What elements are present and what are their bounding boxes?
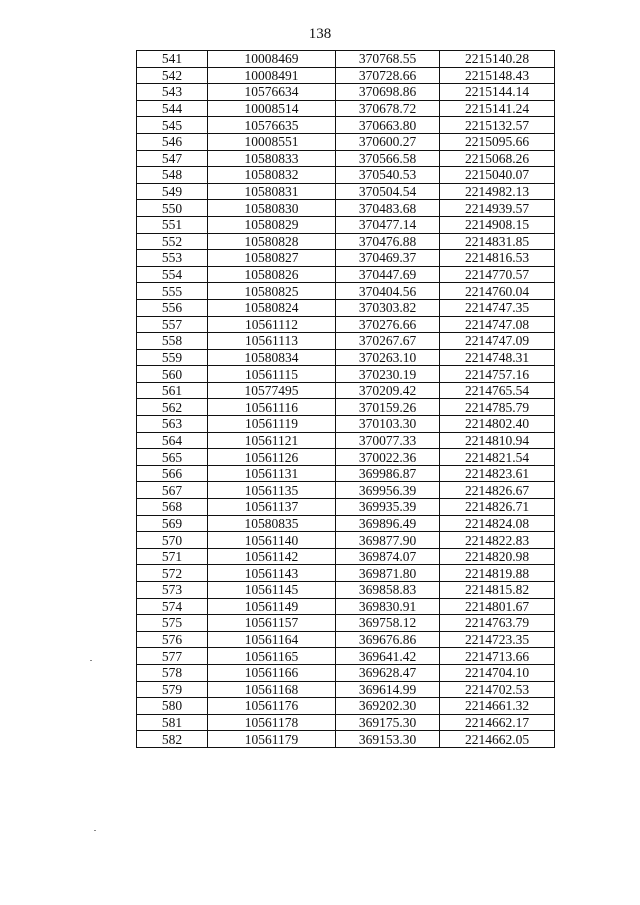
x-coordinate-cell: 370477.14 — [336, 216, 440, 233]
table-row — [137, 366, 555, 383]
point-id-cell: 10561126 — [208, 449, 336, 466]
point-number-cell: 572 — [137, 565, 208, 582]
x-coordinate-cell: 370303.82 — [336, 299, 440, 316]
point-id-cell: 10561179 — [208, 731, 336, 748]
point-number-cell: 547 — [137, 150, 208, 167]
table-row — [137, 283, 555, 300]
x-coordinate-cell: 370276.66 — [336, 316, 440, 333]
point-number-cell: 554 — [137, 266, 208, 283]
y-coordinate-cell: 2214819.88 — [440, 565, 555, 582]
x-coordinate-cell: 370678.72 — [336, 100, 440, 117]
point-number-cell: 552 — [137, 233, 208, 250]
table-row — [137, 100, 555, 117]
table-row — [137, 200, 555, 217]
point-id-cell: 10008491 — [208, 67, 336, 84]
point-number-cell: 569 — [137, 515, 208, 532]
table-row — [137, 565, 555, 582]
point-number-cell: 567 — [137, 482, 208, 499]
y-coordinate-cell: 2214662.05 — [440, 731, 555, 748]
table-row — [137, 316, 555, 333]
table-row — [137, 499, 555, 516]
y-coordinate-cell: 2215148.43 — [440, 67, 555, 84]
y-coordinate-cell: 2214747.09 — [440, 333, 555, 350]
point-number-cell: 573 — [137, 582, 208, 599]
table-row — [137, 84, 555, 101]
point-number-cell: 561 — [137, 382, 208, 399]
point-id-cell: 10580831 — [208, 183, 336, 200]
y-coordinate-cell: 2214763.79 — [440, 615, 555, 632]
table-row — [137, 598, 555, 615]
x-coordinate-cell: 369986.87 — [336, 465, 440, 482]
point-number-cell: 555 — [137, 283, 208, 300]
point-number-cell: 571 — [137, 548, 208, 565]
table-row — [137, 432, 555, 449]
x-coordinate-cell: 370663.80 — [336, 117, 440, 134]
x-coordinate-cell: 369896.49 — [336, 515, 440, 532]
table-row — [137, 349, 555, 366]
x-coordinate-cell: 369641.42 — [336, 648, 440, 665]
table-row — [137, 532, 555, 549]
x-coordinate-cell: 369614.99 — [336, 681, 440, 698]
point-number-cell: 577 — [137, 648, 208, 665]
y-coordinate-cell: 2214810.94 — [440, 432, 555, 449]
y-coordinate-cell: 2214801.67 — [440, 598, 555, 615]
x-coordinate-cell: 370566.58 — [336, 150, 440, 167]
x-coordinate-cell: 370600.27 — [336, 133, 440, 150]
x-coordinate-cell: 370483.68 — [336, 200, 440, 217]
x-coordinate-cell: 369935.39 — [336, 499, 440, 516]
point-number-cell: 575 — [137, 615, 208, 632]
table-row — [137, 548, 555, 565]
point-number-cell: 576 — [137, 631, 208, 648]
point-number-cell: 579 — [137, 681, 208, 698]
point-number-cell: 559 — [137, 349, 208, 366]
point-number-cell: 545 — [137, 117, 208, 134]
table-row — [137, 333, 555, 350]
table-row — [137, 582, 555, 599]
point-id-cell: 10561143 — [208, 565, 336, 582]
y-coordinate-cell: 2214823.61 — [440, 465, 555, 482]
y-coordinate-cell: 2214662.17 — [440, 714, 555, 731]
table-row — [137, 299, 555, 316]
x-coordinate-cell: 369871.80 — [336, 565, 440, 582]
point-id-cell: 10561121 — [208, 432, 336, 449]
point-number-cell: 550 — [137, 200, 208, 217]
point-id-cell: 10580835 — [208, 515, 336, 532]
point-number-cell: 582 — [137, 731, 208, 748]
point-id-cell: 10561142 — [208, 548, 336, 565]
y-coordinate-cell: 2214815.82 — [440, 582, 555, 599]
y-coordinate-cell: 2214826.67 — [440, 482, 555, 499]
x-coordinate-cell: 369153.30 — [336, 731, 440, 748]
y-coordinate-cell: 2214816.53 — [440, 250, 555, 267]
table-row — [137, 449, 555, 466]
point-number-cell: 558 — [137, 333, 208, 350]
x-coordinate-cell: 369874.07 — [336, 548, 440, 565]
point-number-cell: 581 — [137, 714, 208, 731]
x-coordinate-cell: 370698.86 — [336, 84, 440, 101]
table-row — [137, 167, 555, 184]
x-coordinate-cell: 370230.19 — [336, 366, 440, 383]
point-id-cell: 10561157 — [208, 615, 336, 632]
table-row — [137, 133, 555, 150]
point-id-cell: 10008551 — [208, 133, 336, 150]
y-coordinate-cell: 2214765.54 — [440, 382, 555, 399]
point-id-cell: 10561116 — [208, 399, 336, 416]
x-coordinate-cell: 369758.12 — [336, 615, 440, 632]
point-id-cell: 10561178 — [208, 714, 336, 731]
y-coordinate-cell: 2214661.32 — [440, 698, 555, 715]
point-number-cell: 553 — [137, 250, 208, 267]
point-id-cell: 10576635 — [208, 117, 336, 134]
point-number-cell: 564 — [137, 432, 208, 449]
x-coordinate-cell: 370768.55 — [336, 51, 440, 68]
point-number-cell: 556 — [137, 299, 208, 316]
table-row — [137, 698, 555, 715]
x-coordinate-cell: 370159.26 — [336, 399, 440, 416]
point-number-cell: 543 — [137, 84, 208, 101]
point-id-cell: 10580825 — [208, 283, 336, 300]
table-row — [137, 515, 555, 532]
table-row — [137, 648, 555, 665]
point-number-cell: 551 — [137, 216, 208, 233]
x-coordinate-cell: 369956.39 — [336, 482, 440, 499]
table-row — [137, 416, 555, 433]
margin-mark — [90, 660, 92, 661]
x-coordinate-cell: 370728.66 — [336, 67, 440, 84]
table-row — [137, 615, 555, 632]
point-id-cell: 10561165 — [208, 648, 336, 665]
point-id-cell: 10580824 — [208, 299, 336, 316]
table-row — [137, 631, 555, 648]
coordinates-table — [136, 50, 555, 748]
y-coordinate-cell: 2215132.57 — [440, 117, 555, 134]
y-coordinate-cell: 2214723.35 — [440, 631, 555, 648]
point-id-cell: 10008514 — [208, 100, 336, 117]
point-number-cell: 565 — [137, 449, 208, 466]
y-coordinate-cell: 2214824.08 — [440, 515, 555, 532]
table-row — [137, 714, 555, 731]
point-number-cell: 542 — [137, 67, 208, 84]
y-coordinate-cell: 2214982.13 — [440, 183, 555, 200]
x-coordinate-cell: 370077.33 — [336, 432, 440, 449]
y-coordinate-cell: 2214822.83 — [440, 532, 555, 549]
y-coordinate-cell: 2215068.26 — [440, 150, 555, 167]
point-number-cell: 546 — [137, 133, 208, 150]
table-row — [137, 382, 555, 399]
point-number-cell: 580 — [137, 698, 208, 715]
y-coordinate-cell: 2214757.16 — [440, 366, 555, 383]
point-id-cell: 10561176 — [208, 698, 336, 715]
point-id-cell: 10580834 — [208, 349, 336, 366]
point-id-cell: 10580828 — [208, 233, 336, 250]
y-coordinate-cell: 2215095.66 — [440, 133, 555, 150]
point-id-cell: 10561115 — [208, 366, 336, 383]
y-coordinate-cell: 2214820.98 — [440, 548, 555, 565]
point-id-cell: 10561119 — [208, 416, 336, 433]
x-coordinate-cell: 369202.30 — [336, 698, 440, 715]
point-id-cell: 10561166 — [208, 664, 336, 681]
point-id-cell: 10580830 — [208, 200, 336, 217]
point-id-cell: 10561112 — [208, 316, 336, 333]
y-coordinate-cell: 2214704.10 — [440, 664, 555, 681]
y-coordinate-cell: 2214747.08 — [440, 316, 555, 333]
y-coordinate-cell: 2214821.54 — [440, 449, 555, 466]
point-number-cell: 568 — [137, 499, 208, 516]
y-coordinate-cell: 2214713.66 — [440, 648, 555, 665]
x-coordinate-cell: 370209.42 — [336, 382, 440, 399]
y-coordinate-cell: 2214826.71 — [440, 499, 555, 516]
x-coordinate-cell: 369175.30 — [336, 714, 440, 731]
table-row — [137, 117, 555, 134]
x-coordinate-cell: 370103.30 — [336, 416, 440, 433]
point-number-cell: 574 — [137, 598, 208, 615]
x-coordinate-cell: 370540.53 — [336, 167, 440, 184]
y-coordinate-cell: 2215141.24 — [440, 100, 555, 117]
point-number-cell: 541 — [137, 51, 208, 68]
y-coordinate-cell: 2214785.79 — [440, 399, 555, 416]
table-row — [137, 465, 555, 482]
y-coordinate-cell: 2214748.31 — [440, 349, 555, 366]
point-id-cell: 10561140 — [208, 532, 336, 549]
point-number-cell: 563 — [137, 416, 208, 433]
point-id-cell: 10561113 — [208, 333, 336, 350]
point-id-cell: 10008469 — [208, 51, 336, 68]
y-coordinate-cell: 2214831.85 — [440, 233, 555, 250]
table-row — [137, 399, 555, 416]
point-id-cell: 10561149 — [208, 598, 336, 615]
point-id-cell: 10561168 — [208, 681, 336, 698]
x-coordinate-cell: 370022.36 — [336, 449, 440, 466]
y-coordinate-cell: 2215040.07 — [440, 167, 555, 184]
table-row — [137, 51, 555, 68]
page-number: 138 — [308, 26, 332, 42]
table-row — [137, 216, 555, 233]
y-coordinate-cell: 2214747.35 — [440, 299, 555, 316]
point-id-cell: 10580826 — [208, 266, 336, 283]
table-row — [137, 183, 555, 200]
point-id-cell: 10580833 — [208, 150, 336, 167]
x-coordinate-cell: 370469.37 — [336, 250, 440, 267]
y-coordinate-cell: 2215140.28 — [440, 51, 555, 68]
point-id-cell: 10580827 — [208, 250, 336, 267]
y-coordinate-cell: 2214760.04 — [440, 283, 555, 300]
x-coordinate-cell: 370447.69 — [336, 266, 440, 283]
x-coordinate-cell: 369830.91 — [336, 598, 440, 615]
point-id-cell: 10577495 — [208, 382, 336, 399]
point-id-cell: 10561164 — [208, 631, 336, 648]
table-row — [137, 482, 555, 499]
x-coordinate-cell: 370267.67 — [336, 333, 440, 350]
table-row — [137, 233, 555, 250]
table-row — [137, 681, 555, 698]
point-id-cell: 10561137 — [208, 499, 336, 516]
table-row — [137, 664, 555, 681]
point-number-cell: 549 — [137, 183, 208, 200]
x-coordinate-cell: 370263.10 — [336, 349, 440, 366]
x-coordinate-cell: 370404.56 — [336, 283, 440, 300]
margin-mark — [94, 830, 96, 831]
point-id-cell: 10561145 — [208, 582, 336, 599]
table-row — [137, 250, 555, 267]
x-coordinate-cell: 369858.83 — [336, 582, 440, 599]
point-number-cell: 560 — [137, 366, 208, 383]
point-id-cell: 10576634 — [208, 84, 336, 101]
point-id-cell: 10561135 — [208, 482, 336, 499]
point-id-cell: 10580832 — [208, 167, 336, 184]
y-coordinate-cell: 2214770.57 — [440, 266, 555, 283]
y-coordinate-cell: 2214802.40 — [440, 416, 555, 433]
y-coordinate-cell: 2214702.53 — [440, 681, 555, 698]
y-coordinate-cell: 2214939.57 — [440, 200, 555, 217]
table-row — [137, 150, 555, 167]
point-number-cell: 566 — [137, 465, 208, 482]
x-coordinate-cell: 370476.88 — [336, 233, 440, 250]
x-coordinate-cell: 369877.90 — [336, 532, 440, 549]
point-number-cell: 578 — [137, 664, 208, 681]
table-row — [137, 731, 555, 748]
table-row — [137, 67, 555, 84]
x-coordinate-cell: 369676.86 — [336, 631, 440, 648]
point-number-cell: 557 — [137, 316, 208, 333]
x-coordinate-cell: 370504.54 — [336, 183, 440, 200]
point-number-cell: 562 — [137, 399, 208, 416]
y-coordinate-cell: 2214908.15 — [440, 216, 555, 233]
point-number-cell: 570 — [137, 532, 208, 549]
coordinates-table-body — [137, 51, 555, 748]
point-id-cell: 10580829 — [208, 216, 336, 233]
x-coordinate-cell: 369628.47 — [336, 664, 440, 681]
y-coordinate-cell: 2215144.14 — [440, 84, 555, 101]
point-number-cell: 548 — [137, 167, 208, 184]
point-number-cell: 544 — [137, 100, 208, 117]
table-row — [137, 266, 555, 283]
point-id-cell: 10561131 — [208, 465, 336, 482]
